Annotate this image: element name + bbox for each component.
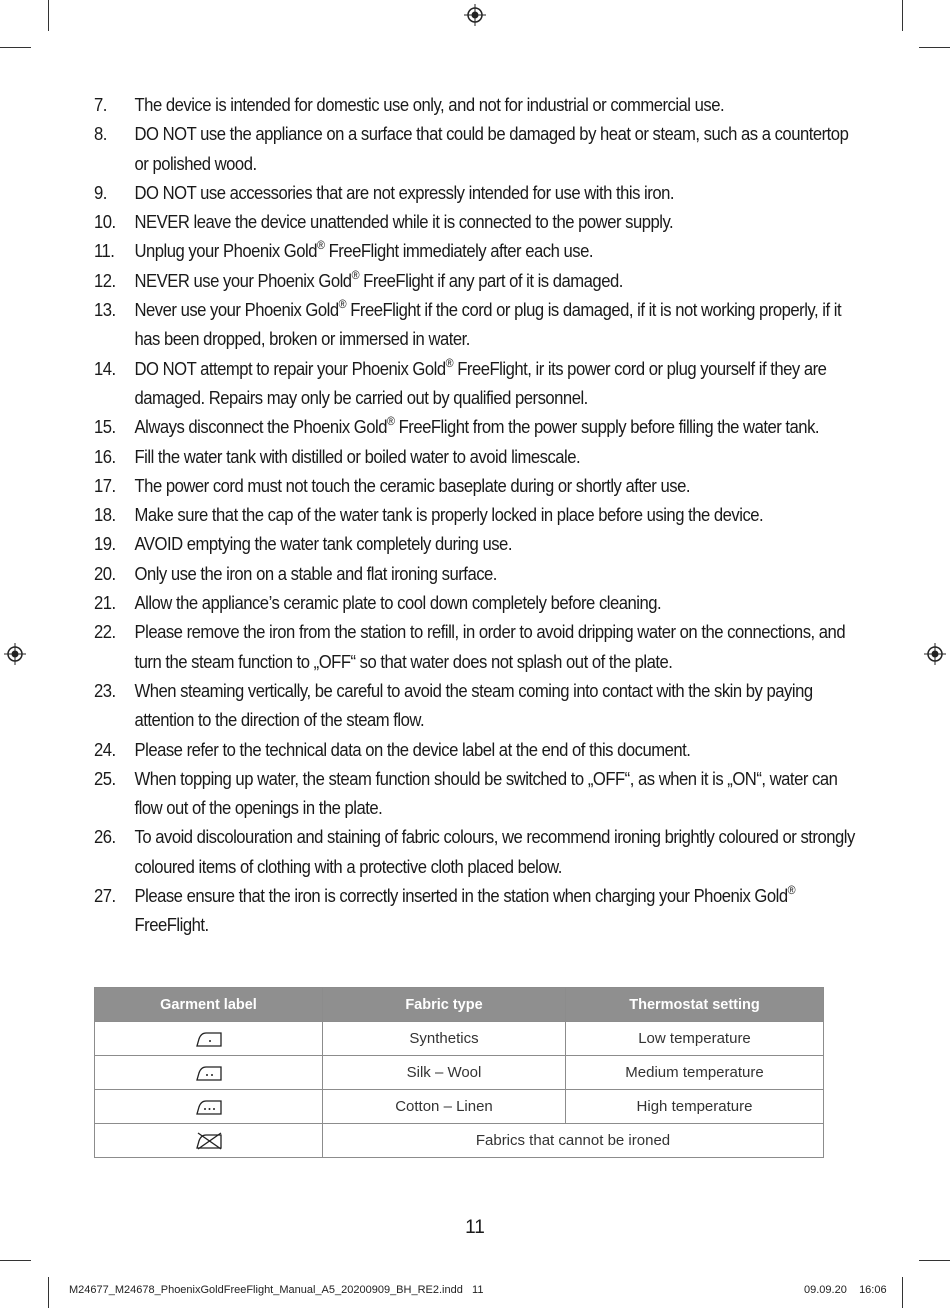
list-item-number: 20.	[94, 562, 116, 584]
page-number: 11	[465, 1217, 485, 1238]
list-item	[94, 295, 864, 354]
registered-mark: ®	[338, 296, 347, 311]
registered-mark: ®	[351, 267, 360, 282]
registration-mark-icon	[924, 643, 946, 665]
crop-mark	[0, 1260, 31, 1261]
list-item-text-part: FreeFlight.	[134, 914, 209, 936]
iron-two-dots-icon	[195, 1064, 223, 1082]
list-item-text: DO NOT use the appliance on a surface that could be damaged by heat or steam, such as a countertop or polished wood.	[134, 123, 849, 174]
slug-timestamp	[804, 1284, 887, 1296]
garment-label-cell	[95, 1022, 323, 1056]
list-item-number: 10.	[94, 211, 116, 233]
list-item-number: 19.	[94, 533, 116, 555]
registered-mark: ®	[445, 355, 454, 370]
list-item	[94, 588, 864, 617]
list-item-text: Make sure that the cap of the water tank is properly locked in place before using the device.	[134, 504, 764, 526]
list-item-text-part: Always disconnect the Phoenix Gold	[134, 416, 388, 438]
list-item-text-part: Unplug your Phoenix Gold	[134, 240, 318, 262]
header-fabric-type: Fabric type	[323, 988, 566, 1022]
list-item-number: 14.	[94, 357, 116, 379]
list-item-number: 15.	[94, 416, 116, 438]
list-item	[94, 617, 864, 676]
safety-instructions-list	[94, 90, 864, 940]
header-thermostat-setting: Thermostat setting	[566, 988, 824, 1022]
list-item-text: When topping up water, the steam function should be switched to „OFF“, as when it is „ON“, water can flow out of the openings in the plate.	[134, 767, 838, 819]
crop-mark	[48, 1277, 49, 1308]
list-item-text	[135, 881, 865, 940]
table-row	[95, 1022, 824, 1056]
list-item-text-part: FreeFlight if the cord or plug is damaged, if it is not working properly, if it has been dropped, broken or immersed in water.	[134, 299, 842, 350]
list-item-number: 18.	[94, 504, 116, 526]
list-item	[94, 529, 864, 558]
table-row	[95, 1056, 824, 1090]
thermostat-setting-cell: High temperature	[566, 1090, 824, 1124]
registered-mark: ®	[317, 238, 325, 253]
list-item-number: 23.	[94, 679, 116, 701]
table-row	[95, 1124, 824, 1158]
fabric-type-cell: Synthetics	[323, 1022, 566, 1056]
garment-label-cell	[95, 1124, 323, 1158]
slug-date: 09.09.20	[804, 1284, 847, 1296]
table-row	[95, 1090, 824, 1124]
list-item-text: The device is intended for domestic use only, and not for industrial or commercial use.	[134, 94, 725, 115]
registered-mark: ®	[387, 414, 395, 429]
list-item	[94, 207, 864, 236]
list-item	[94, 471, 864, 500]
list-item-text-part: FreeFlight from the power supply before filling the water tank.	[394, 416, 820, 438]
slug-filename-text: M24677_M24678_PhoenixGoldFreeFlight_Manual_A5_20200909_BH_RE2.indd	[69, 1284, 463, 1296]
list-item	[94, 178, 864, 207]
list-item-text-part: DO NOT attempt to repair your Phoenix Gold	[134, 357, 446, 379]
list-item	[94, 442, 864, 471]
list-item	[94, 90, 864, 119]
list-item-text: DO NOT use accessories that are not expressly intended for use with this iron.	[134, 181, 674, 203]
list-item-text	[135, 236, 865, 265]
list-item	[94, 764, 864, 823]
header-garment-label: Garment label	[95, 988, 323, 1022]
list-item	[94, 119, 864, 178]
registration-mark-icon	[4, 643, 26, 665]
garment-label-cell	[95, 1090, 323, 1124]
list-item	[94, 881, 864, 940]
thermostat-setting-cell: Low temperature	[566, 1022, 824, 1056]
list-item-text	[135, 354, 865, 413]
list-item-text: Allow the appliance’s ceramic plate to cool down completely before cleaning.	[134, 592, 662, 614]
list-item-number: 21.	[94, 592, 116, 614]
crop-mark	[919, 1260, 950, 1261]
list-item-text: Only use the iron on a stable and flat ironing surface.	[134, 562, 497, 584]
iron-three-dots-icon	[195, 1098, 223, 1116]
list-item-text-part: FreeFlight if any part of it is damaged.	[359, 269, 623, 291]
list-item-number: 24.	[94, 738, 116, 760]
crop-mark	[0, 47, 31, 48]
list-item	[94, 266, 864, 295]
list-item-text-part: FreeFlight, ir its power cord or plug yourself if they are damaged. Repairs may only be carried out by qualified personnel.	[134, 357, 827, 408]
fabric-type-cell: Silk – Wool	[323, 1056, 566, 1090]
list-item-number: 13.	[94, 299, 116, 321]
list-item-text: AVOID emptying the water tank completely during use.	[134, 533, 512, 555]
list-item-number: 12.	[94, 269, 116, 291]
slug-time: 16:06	[859, 1284, 887, 1296]
list-item-text-part: FreeFlight immediately after each use.	[324, 240, 593, 262]
list-item	[94, 676, 864, 735]
table-header-row	[95, 988, 824, 1022]
registration-mark-icon	[464, 4, 486, 26]
list-item-number: 16.	[94, 445, 116, 467]
crop-mark	[902, 0, 903, 31]
slug-filename	[69, 1284, 483, 1296]
list-item-number: 27.	[94, 885, 116, 907]
slug-page: 11	[472, 1284, 484, 1296]
list-item-number: 8.	[94, 123, 107, 145]
list-item-text-part: Please ensure that the iron is correctly inserted in the station when charging your Phoenix Gold	[134, 885, 788, 907]
thermostat-setting-cell: Medium temperature	[566, 1056, 824, 1090]
crop-mark	[48, 0, 49, 31]
list-item-number: 7.	[94, 94, 107, 115]
list-item-text: When steaming vertically, be careful to avoid the steam coming into contact with the skin by paying attention to the direction of the steam flow.	[134, 679, 813, 731]
list-item-text: To avoid discolouration and staining of fabric colours, we recommend ironing brightly coloured or strongly coloured items of clothing with a protective cloth placed below.	[134, 826, 855, 877]
list-item-text	[135, 412, 865, 441]
list-item-number: 11.	[94, 240, 115, 262]
fabric-type-cell: Cotton – Linen	[323, 1090, 566, 1124]
list-item-text-part: Never use your Phoenix Gold	[134, 299, 339, 321]
list-item	[94, 559, 864, 588]
crop-mark	[902, 1277, 903, 1308]
list-item	[94, 236, 864, 265]
registered-mark: ®	[787, 882, 796, 897]
list-item	[94, 412, 864, 441]
list-item-text: NEVER leave the device unattended while it is connected to the power supply.	[134, 211, 674, 233]
no-iron-cell: Fabrics that cannot be ironed	[323, 1124, 824, 1158]
list-item-number: 17.	[94, 474, 116, 496]
ironing-temperature-table	[94, 987, 824, 1158]
list-item-text: Please remove the iron from the station to refill, in order to avoid dripping water on the connections, and turn the steam function to „OFF“ so that water does not splash out of the plate.	[134, 621, 846, 672]
crop-mark	[919, 47, 950, 48]
list-item-text-part: NEVER use your Phoenix Gold	[134, 269, 352, 291]
list-item-number: 26.	[94, 826, 116, 848]
iron-one-dot-icon	[195, 1030, 223, 1048]
list-item-text	[135, 295, 865, 354]
list-item-text	[135, 266, 865, 295]
garment-label-cell	[95, 1056, 323, 1090]
do-not-iron-icon	[195, 1132, 223, 1150]
list-item-number: 25.	[94, 767, 116, 789]
list-item	[94, 735, 864, 764]
list-item	[94, 500, 864, 529]
list-item	[94, 354, 864, 413]
list-item-text: Please refer to the technical data on the device label at the end of this document.	[134, 738, 691, 760]
list-item	[94, 822, 864, 881]
list-item-number: 22.	[94, 621, 116, 643]
list-item-number: 9.	[94, 181, 107, 203]
list-item-text: The power cord must not touch the ceramic baseplate during or shortly after use.	[134, 474, 690, 496]
list-item-text: Fill the water tank with distilled or boiled water to avoid limescale.	[134, 445, 581, 467]
